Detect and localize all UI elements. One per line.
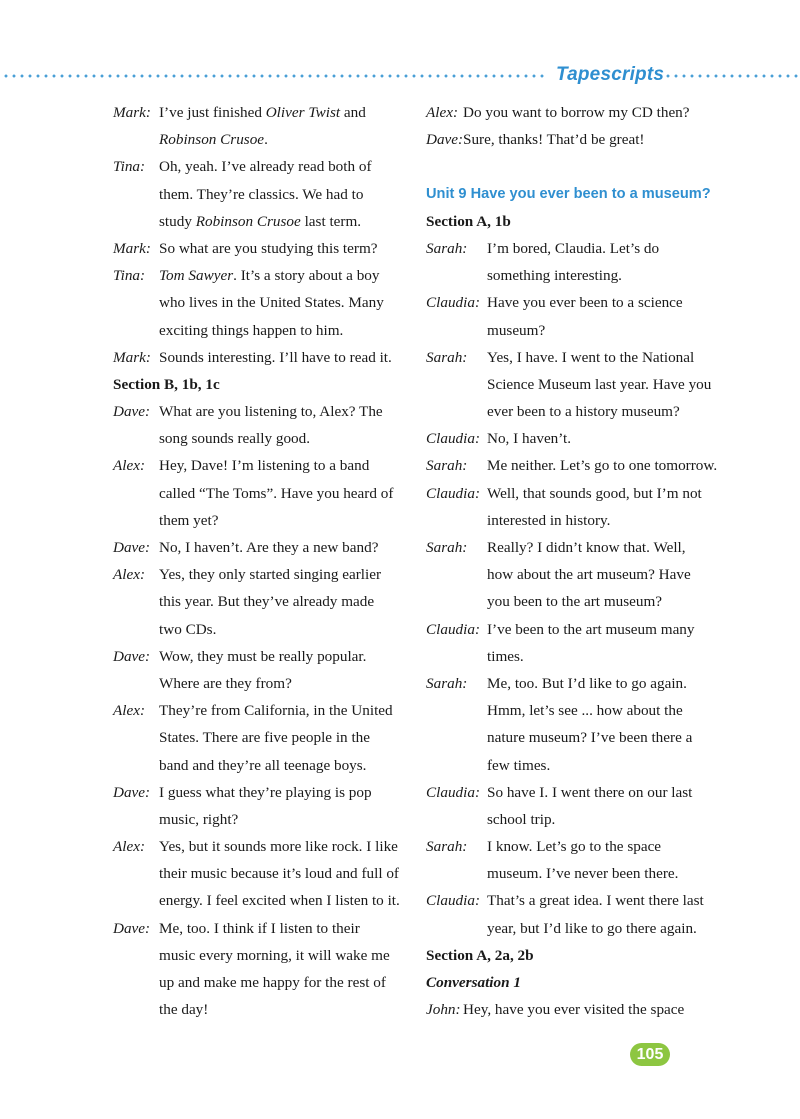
line-text — [159, 779, 372, 806]
dialogue-line — [113, 561, 403, 588]
line-text — [487, 915, 697, 942]
line-text — [159, 887, 400, 914]
dialogue-line — [113, 616, 403, 643]
dialogue-line — [426, 833, 726, 860]
dialogue-line — [113, 181, 403, 208]
text-segment: their music because it’s loud and full of — [159, 865, 399, 883]
text-segment: Me neither. Let’s go to one tomorrow. — [487, 457, 718, 475]
page-number-badge: 105 — [630, 1043, 670, 1066]
line-text — [487, 588, 662, 615]
dialogue-line — [426, 262, 726, 289]
line-text — [463, 99, 690, 126]
speaker-label: Dave: — [113, 647, 151, 665]
dialogue-line — [426, 99, 726, 126]
text-segment: this year. But they’ve already made — [159, 593, 375, 611]
speaker-label: Sarah: — [426, 457, 468, 475]
dialogue-line — [113, 643, 403, 670]
line-text — [487, 534, 686, 561]
text-segment: Sure, thanks! That’d be great! — [463, 131, 645, 149]
dialogue-line — [113, 262, 403, 289]
line-text — [159, 833, 398, 860]
text-segment: States. There are five people in the — [159, 729, 370, 747]
dialogue-line — [113, 235, 403, 262]
dialogue-line — [113, 153, 403, 180]
title-text: Oliver Twist — [265, 104, 341, 121]
dialogue-line — [113, 752, 403, 779]
line-text — [487, 724, 692, 751]
line-text — [487, 480, 702, 507]
speaker-label: Alex: — [113, 838, 146, 856]
dialogue-line — [426, 643, 726, 670]
dialogue-line — [426, 507, 726, 534]
dialogue-line — [113, 534, 403, 561]
text-segment: two CDs. — [159, 620, 217, 638]
text-segment: something interesting. — [487, 267, 622, 285]
line-text — [159, 643, 366, 670]
line-text — [487, 425, 571, 452]
dialogue-line — [426, 996, 726, 1023]
dialogue-line — [113, 724, 403, 751]
dialogue-line — [426, 561, 726, 588]
line-text — [159, 860, 399, 887]
line-text — [159, 99, 366, 126]
text-segment: No, I haven’t. — [487, 430, 572, 448]
text-segment: them. They’re classics. We had to — [159, 185, 364, 203]
dialogue-line — [426, 779, 726, 806]
left-column — [113, 99, 403, 1023]
dialogue-line — [426, 806, 726, 833]
line-text — [159, 126, 268, 153]
text-segment: Hmm, let’s see ... how about the — [487, 702, 683, 720]
text-segment: Yes, they only started singing earlier — [159, 566, 382, 584]
text-segment: Well, that sounds good, but I’m not — [487, 484, 702, 502]
text-segment: Sounds interesting. I’ll have to read it. — [159, 348, 392, 366]
line-text — [159, 317, 343, 344]
speaker-label: Sarah: — [426, 539, 468, 556]
line-text — [487, 752, 550, 779]
right-column — [426, 99, 726, 1023]
speaker-label: Dave: — [113, 919, 151, 937]
line-text — [159, 289, 384, 316]
dialogue-line — [113, 398, 403, 425]
line-text — [159, 806, 238, 833]
text-segment: them yet? — [159, 511, 219, 529]
dialogue-line — [426, 697, 726, 724]
dialogue-line — [426, 670, 726, 697]
text-segment: the day! — [159, 1001, 209, 1019]
speaker-label: Tina: — [113, 267, 146, 285]
text-segment: They’re from California, in the United — [159, 702, 393, 720]
text-segment: Oh, yeah. I’ve already read both of — [159, 158, 372, 176]
dialogue-line — [113, 588, 403, 615]
dialogue-line — [426, 534, 726, 561]
dialogue-line — [113, 126, 403, 153]
dialogue-line — [113, 452, 403, 479]
line-text — [159, 262, 380, 289]
line-text — [159, 588, 374, 615]
text-segment: song sounds really good. — [159, 430, 311, 448]
dialogue-line — [426, 915, 726, 942]
line-text — [159, 969, 386, 996]
speaker-label: Mark: — [113, 104, 151, 121]
dialogue-line — [426, 452, 726, 479]
dialogue-line — [113, 996, 403, 1023]
line-text — [159, 752, 366, 779]
speaker-label: Alex: — [113, 566, 146, 584]
text-segment: Yes, I have. I went to the National — [487, 348, 695, 366]
text-segment: up and make me happy for the rest of — [159, 974, 386, 991]
text-segment: energy. I feel excited when I listen to it. — [159, 892, 400, 910]
speaker-label: John: — [426, 1001, 461, 1019]
dialogue-line — [113, 317, 403, 344]
text-segment: So have I. I went there on our last — [487, 783, 693, 801]
speaker-label: Tina: — [113, 158, 146, 176]
text-segment: Hey, have you ever visited the space — [463, 1001, 685, 1019]
text-segment: Me, too. But I’d like to go again. — [487, 674, 687, 692]
line-text — [159, 181, 363, 208]
speaker-label: Alex: — [113, 702, 146, 720]
dialogue-line — [426, 860, 726, 887]
text-segment: museum? — [487, 321, 546, 339]
text-segment: times. — [487, 647, 524, 665]
line-text — [487, 670, 687, 697]
text-segment: nature museum? I’ve been there a — [487, 729, 693, 747]
speaker-label: Mark: — [113, 239, 151, 257]
line-text — [487, 235, 659, 262]
dialogue-line — [426, 752, 726, 779]
line-text — [159, 670, 292, 697]
text-segment: ever been to a history museum? — [487, 403, 680, 421]
line-text — [487, 371, 711, 398]
header-dots-left — [2, 74, 544, 78]
dialogue-line — [426, 344, 726, 371]
dialogue-line — [426, 616, 726, 643]
text-segment: who lives in the United States. Many — [159, 294, 384, 312]
dialogue-line — [426, 887, 726, 914]
line-text — [487, 452, 717, 479]
text-segment: museum. I’ve never been there. — [487, 865, 679, 883]
header-dots-right — [664, 74, 800, 78]
dialogue-line — [426, 425, 726, 452]
speaker-label: Sarah: — [426, 838, 468, 856]
line-text — [159, 208, 361, 235]
dialogue-line — [113, 887, 403, 914]
dialogue-line — [426, 289, 726, 316]
dialogue-line — [113, 425, 403, 452]
speaker-label: Dave: — [426, 131, 464, 149]
line-text — [487, 289, 683, 316]
line-text — [487, 779, 692, 806]
speaker-label: Dave: — [113, 403, 151, 421]
line-text — [159, 480, 393, 507]
speaker-label: Claudia: — [426, 294, 481, 312]
section-heading: Section A, 2a, 2b — [426, 946, 534, 964]
text-segment: So what are you studying this term? — [159, 239, 378, 257]
dialogue-line — [113, 806, 403, 833]
dialogue-line — [426, 235, 726, 262]
speaker-label: Sarah: — [426, 348, 468, 366]
line-text — [487, 833, 661, 860]
dialogue-line — [113, 697, 403, 724]
text-segment: interested in history. — [487, 511, 611, 529]
dialogue-line — [426, 126, 726, 153]
text-segment: you been to the art museum? — [487, 593, 663, 611]
text-segment: year, but I’d like to go there again. — [487, 919, 697, 937]
header-title: Tapescripts — [556, 64, 665, 85]
text-segment: school trip. — [487, 810, 556, 828]
dialogue-line — [113, 969, 403, 996]
speaker-label: Claudia: — [426, 430, 481, 448]
text-segment: study — [159, 212, 196, 230]
text-segment: Hey, Dave! I’m listening to a band — [159, 457, 370, 475]
speaker-label: Alex: — [426, 104, 459, 121]
speaker-label: Dave: — [113, 783, 151, 801]
speaker-label: Sarah: — [426, 674, 468, 692]
text-segment: few times. — [487, 756, 551, 774]
line-text — [487, 262, 622, 289]
line-text — [159, 235, 378, 262]
title-text: Tom Sawyer — [159, 267, 234, 285]
text-segment: I know. Let’s go to the space — [487, 838, 662, 856]
text-segment: No, I haven’t. Are they a new band? — [159, 539, 379, 556]
text-segment: . It’s a story about a boy — [233, 267, 380, 285]
line-text — [463, 126, 645, 153]
dialogue-line — [113, 860, 403, 887]
line-text — [159, 616, 216, 643]
dialogue-line — [113, 833, 403, 860]
speaker-label: Mark: — [113, 348, 151, 366]
line-text — [159, 398, 383, 425]
line-text — [487, 317, 545, 344]
line-text — [487, 561, 691, 588]
section-heading: Section B, 1b, 1c — [113, 375, 220, 393]
speaker-label: Claudia: — [426, 484, 481, 502]
text-segment: I’m bored, Claudia. Let’s do — [487, 239, 660, 257]
line-text — [159, 915, 360, 942]
speaker-label: Claudia: — [426, 620, 481, 638]
dialogue-line — [426, 480, 726, 507]
dialogue-line — [426, 398, 726, 425]
line-text — [487, 507, 610, 534]
dialogue-line — [113, 779, 403, 806]
line-text — [159, 534, 378, 561]
line-text — [159, 996, 208, 1023]
text-segment: I’ve just finished — [159, 104, 266, 121]
dialogue-line — [113, 344, 403, 371]
line-text — [487, 806, 555, 833]
text-segment: Do you want to borrow my CD then? — [463, 104, 690, 121]
title-text: Robinson Crusoe — [195, 212, 301, 230]
section-heading: Section A, 1b — [426, 212, 511, 230]
dialogue-line — [426, 588, 726, 615]
line-text — [487, 887, 704, 914]
text-segment: I guess what they’re playing is pop — [159, 783, 372, 801]
line-text — [487, 344, 694, 371]
text-segment: Where are they from? — [159, 674, 292, 692]
dialogue-line — [113, 480, 403, 507]
line-text — [159, 697, 393, 724]
conversation-heading: Conversation 1 — [426, 974, 521, 991]
line-text — [159, 452, 369, 479]
running-header — [0, 62, 800, 88]
speaker-label: Dave: — [113, 539, 151, 556]
text-segment: and — [340, 104, 366, 121]
line-text — [487, 643, 524, 670]
spacer — [426, 153, 726, 180]
line-text — [159, 561, 381, 588]
text-segment: Me, too. I think if I listen to their — [159, 919, 360, 937]
line-text — [159, 153, 372, 180]
dialogue-line — [113, 208, 403, 235]
text-segment: That’s a great idea. I went there last — [487, 892, 704, 910]
title-text: Robinson Crusoe — [159, 131, 265, 149]
dialogue-line — [113, 507, 403, 534]
text-segment: how about the art museum? Have — [487, 566, 691, 584]
text-segment: Science Museum last year. Have you — [487, 375, 712, 393]
line-text — [159, 425, 310, 452]
text-segment: What are you listening to, Alex? The — [159, 403, 383, 421]
dialogue-line — [426, 371, 726, 398]
dialogue-line — [113, 289, 403, 316]
speaker-label: Claudia: — [426, 892, 481, 910]
text-segment: music, right? — [159, 810, 239, 828]
text-segment: . — [264, 131, 268, 149]
speaker-label: Alex: — [113, 457, 146, 475]
dialogue-line — [113, 670, 403, 697]
text-segment: I’ve been to the art museum many — [487, 620, 695, 638]
dialogue-line — [113, 942, 403, 969]
dialogue-line — [113, 99, 403, 126]
text-segment: band and they’re all teenage boys. — [159, 756, 367, 774]
line-text — [159, 942, 390, 969]
text-segment: last term. — [300, 212, 362, 230]
unit-heading: Unit 9 Have you ever been to a museum? — [426, 185, 711, 202]
text-segment: called “The Toms”. Have you heard of — [159, 484, 394, 502]
text-segment: exciting things happen to him. — [159, 321, 344, 339]
line-text — [463, 996, 684, 1023]
dialogue-line — [426, 724, 726, 751]
speaker-label: Sarah: — [426, 239, 468, 257]
dialogue-line — [426, 317, 726, 344]
text-segment: Yes, but it sounds more like rock. I like — [159, 838, 398, 856]
text-segment: Have you ever been to a science — [487, 294, 683, 312]
text-segment: music every morning, it will wake me — [159, 946, 390, 964]
text-segment: Wow, they must be really popular. — [159, 647, 367, 665]
line-text — [487, 860, 678, 887]
text-segment: Really? I didn’t know that. Well, — [487, 539, 686, 556]
line-text — [159, 724, 370, 751]
line-text — [487, 616, 695, 643]
dialogue-line — [113, 915, 403, 942]
line-text — [487, 697, 683, 724]
line-text — [487, 398, 680, 425]
speaker-label: Claudia: — [426, 783, 481, 801]
line-text — [159, 507, 218, 534]
line-text — [159, 344, 392, 371]
